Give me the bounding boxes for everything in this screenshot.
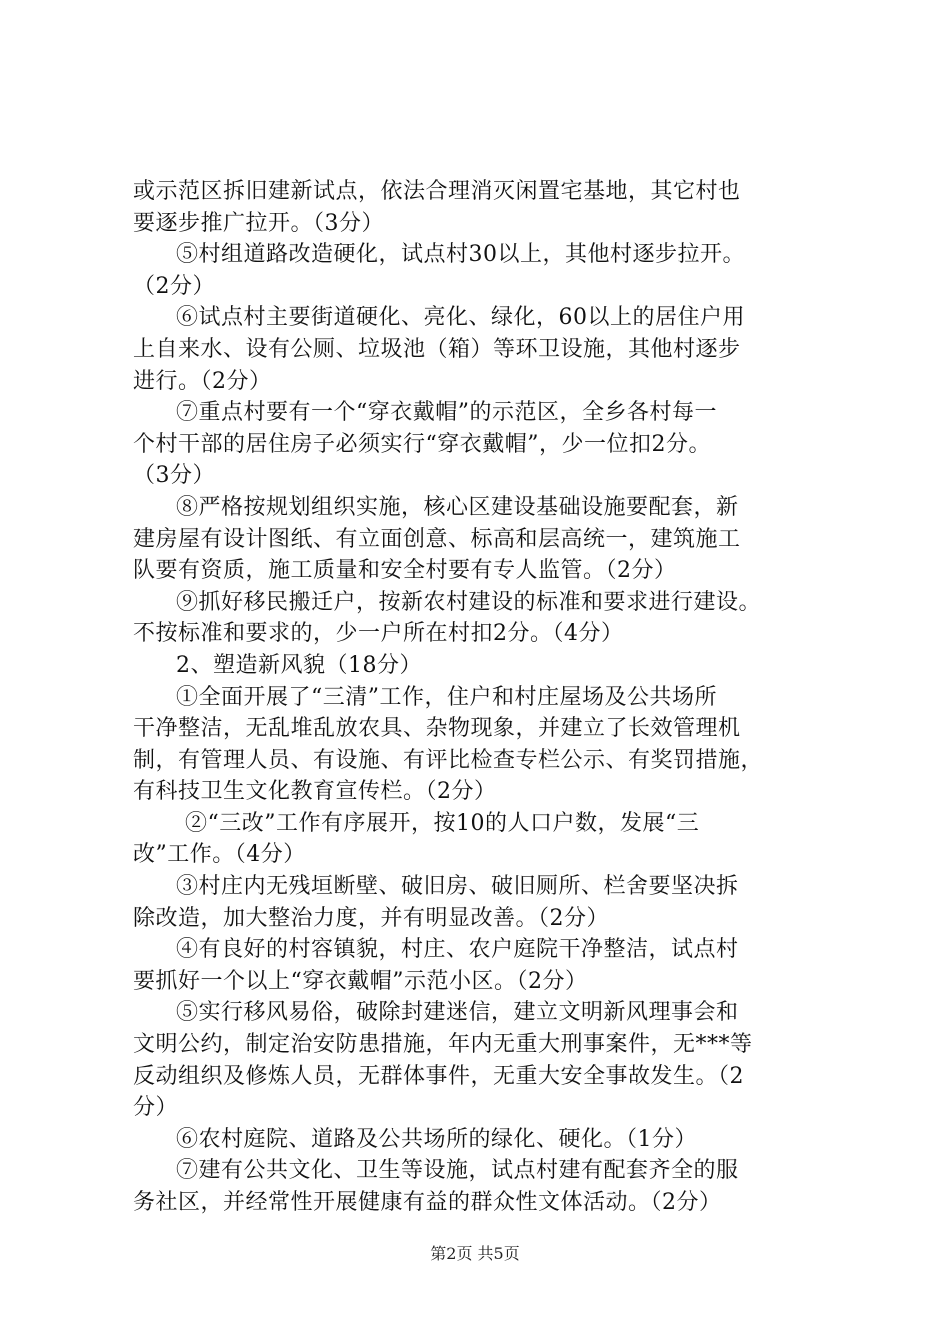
text-line: ①全面开展了“三清”工作，住户和村庄屋场及公共场所 [176, 684, 717, 710]
text-line: 要抓好一个以上“穿衣戴帽”示范小区。（2分） [133, 968, 588, 994]
text-line: ②“三改”工作有序展开，按10的人口户数，发展“三 [185, 810, 700, 836]
text-line: 分） [133, 1095, 179, 1121]
text-line: （3分） [133, 463, 215, 489]
text-line: 进行。（2分） [133, 368, 272, 394]
text-line: ⑥农村庭院、道路及公共场所的绿化、硬化。（1分） [176, 1126, 697, 1152]
text-line: ⑥试点村主要街道硬化、亮化、绿化，60以上的居住户用 [176, 305, 745, 331]
text-line: 要逐步推广拉开。（3分） [133, 210, 384, 236]
text-line: 除改造，加大整治力度，并有明显改善。（2分） [133, 905, 609, 931]
text-line: ⑤实行移风易俗，破除封建迷信，建立文明新风理事会和 [176, 1000, 739, 1026]
text-line: 建房屋有设计图纸、有立面创意、标高和层高统一，建筑施工 [133, 526, 741, 552]
text-line: 务社区，并经常性开展健康有益的群众性文体活动。（2分） [133, 1190, 722, 1215]
text-line: 文明公约，制定治安防患措施，年内无重大刑事案件，无***等 [133, 1032, 753, 1058]
text-line: 个村干部的居住房子必须实行“穿衣戴帽”，少一位扣2分。 [133, 431, 711, 457]
text-line: ③村庄内无残垣断壁、破旧房、破旧厕所、栏舍要坚决拆 [176, 874, 739, 900]
text-line: ④有良好的村容镇貌，村庄、农户庭院干净整洁，试点村 [176, 937, 739, 963]
text-line: ⑨抓好移民搬迁户，按新农村建设的标准和要求进行建设。 [176, 589, 762, 615]
text-line: 队要有资质，施工质量和安全村要有专人监管。（2分） [133, 558, 677, 584]
text-line: 反动组织及修炼人员，无群体事件，无重大安全事故发生。（2 [133, 1063, 744, 1089]
text-line: 或示范区拆旧建新试点，依法合理消灭闲置宅基地，其它村也 [133, 179, 741, 204]
text-line: 有科技卫生文化教育宣传栏。（2分） [133, 779, 497, 805]
text-line: 改”工作。（4分） [133, 842, 306, 868]
text-line: ⑦重点村要有一个“穿衣戴帽”的示范区，全乡各村每一 [176, 400, 717, 426]
text-line: 不按标准和要求的，少一户所在村扣2分。（4分） [133, 621, 624, 647]
document-body [133, 176, 833, 1219]
text-line: （2分） [133, 273, 215, 299]
text-line: ⑧严格按规划组织实施，核心区建设基础设施要配套，新 [176, 494, 739, 520]
text-line: ⑦建有公共文化、卫生等设施，试点村建有配套齐全的服 [176, 1158, 739, 1184]
text-line: 制，有管理人员、有设施、有评比检查专栏公示、有奖罚措施， [133, 747, 764, 773]
text-line: 上自来水、设有公厕、垃圾池（箱）等环卫设施，其他村逐步 [133, 336, 741, 362]
text-line: 干净整洁，无乱堆乱放农具、杂物现象，并建立了长效管理机 [133, 716, 741, 742]
page-footer: 第2页 共5页 [430, 1244, 520, 1263]
text-line: ⑤村组道路改造硬化，试点村30以上，其他村逐步拉开。 [176, 242, 745, 268]
text-line: 2、塑造新风貌（18分） [176, 652, 422, 678]
